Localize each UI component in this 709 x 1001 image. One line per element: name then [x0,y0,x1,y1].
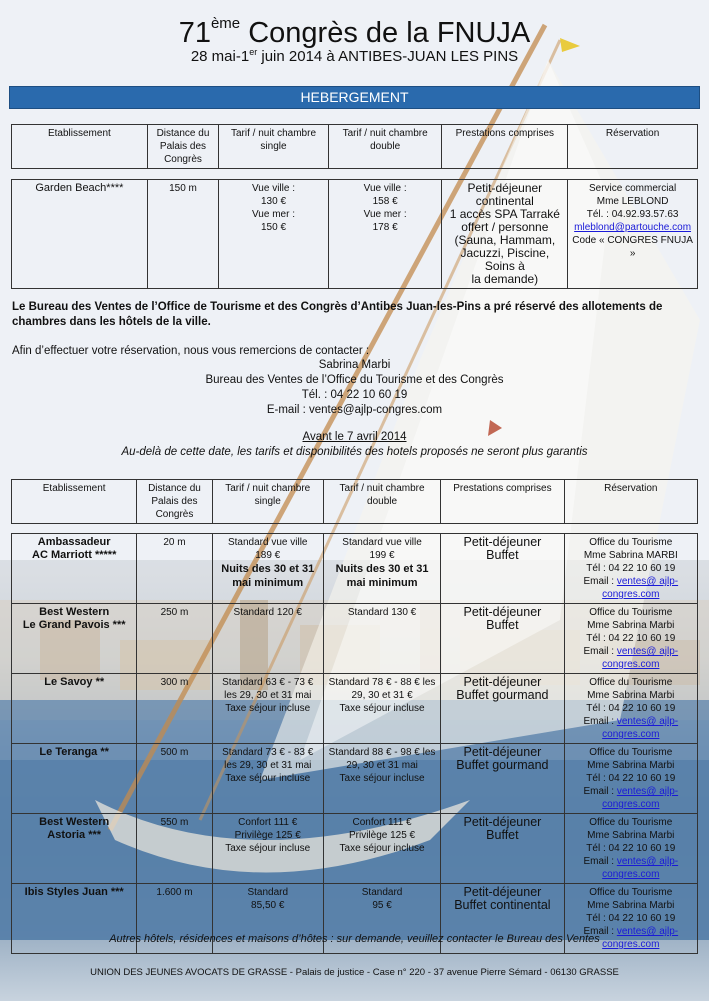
resa-line: Service commercial [588,183,677,194]
email-link[interactable]: ventes@ ajlp- [616,856,679,867]
single-rate [212,814,323,884]
rate-line: Taxe séjour incluse [339,703,425,714]
email-link[interactable]: ventes@ ajlp- [616,716,679,727]
subtitle-start: 28 mai-1 [190,48,250,65]
reservation [564,604,697,674]
hotel-name [12,604,137,674]
single-rate [212,674,323,744]
rate-line: Vue mer : [252,209,295,220]
single-rate [212,604,323,674]
presta-line: Petit-déjeuner [463,605,542,619]
rate-line: Nuits des 30 et 31 mai minimum [335,563,429,589]
header-distance: Distance du Palais des Congrès [147,125,218,169]
double-rate [323,604,440,674]
congress-dates [0,42,709,67]
resa-line: Office du Tourisme [589,817,673,828]
hotel-name [12,674,137,744]
rate-line: Privilège 125 € [348,830,416,841]
header-reservation: Réservation [568,125,698,169]
resa-contact: Mme Sabrina Marbi [587,620,675,631]
presta-line: offert / personne [461,220,549,234]
resa-contact: Mme Sabrina Marbi [587,830,675,841]
rate-line: Vue ville : [252,183,295,194]
email-label: Email : [583,926,617,937]
rate-line: Nuits des 30 et 31 mai minimum [221,563,315,589]
intro-paragraph: Le Bureau des Ventes de l’Office de Tourisme et des Congrès d’Antibes Juan-les-Pins a pré réservé des allotements de chambres dans les hôtels de la ville. [12,301,663,328]
hotel-name-line: Ambassadeur [37,536,111,548]
contact-intro: Afin d’effectuer votre réservation, nous vous remercions de contacter : [12,345,370,357]
resa-line: Mme LEBLOND [596,196,669,207]
rate-line: 85,50 € [251,900,285,911]
distance-text: 1.600 m [156,887,193,898]
resa-tel: Tél : 04 22 10 60 19 [586,843,676,854]
single-rate [219,180,329,289]
resa-line: Tél. : 04.92.93.57.63 [586,209,679,220]
presta-line: Buffet continental [454,898,551,912]
single-rate [212,744,323,814]
email-link-continued[interactable]: congres.com [602,659,660,670]
hotel-distance [137,534,212,604]
presta-line: Buffet [486,618,519,632]
contact-tel: Tél. : 04 22 10 60 19 [301,389,408,401]
table-row [12,534,698,604]
contact-org: Bureau des Ventes de l’Office du Tourisme et des Congrès [205,374,504,386]
hotel-distance [147,180,218,289]
header-single: Tarif / nuit chambre single [212,480,323,524]
prestations [441,604,564,674]
rate-line: Standard 73 € - 83 € [222,747,314,758]
resa-line: Office du Tourisme [589,607,673,618]
resa-contact: Mme Sabrina Marbi [587,760,675,771]
email-label: Email : [583,786,617,797]
distance-text: 550 m [160,817,189,828]
header-distance: Distance du Palais des Congrès [137,480,212,524]
double-rate [323,744,440,814]
deadline-note: Au-delà de cette date, les tarifs et disponibilités des hotels proposés ne seront plus garantis [121,446,588,458]
resa-line: Office du Tourisme [589,747,673,758]
rate-line: Taxe séjour incluse [339,773,425,784]
rate-line: Taxe séjour incluse [225,843,311,854]
rate-line: 130 € [260,196,287,207]
presta-line: Petit-déjeuner [463,675,542,689]
distance-text: 20 m [163,537,186,548]
hotel-name-line: Best Western [39,606,110,618]
email-link-continued[interactable]: congres.com [602,589,660,600]
presta-line: Buffet [486,548,519,562]
double-rate [323,534,440,604]
presta-line: Petit-déjeuner [463,885,542,899]
contact-name: Sabrina Marbi [318,359,391,371]
email-link-continued[interactable]: congres.com [602,869,660,880]
section-bar-hebergement: HEBERGEMENT [9,86,700,109]
presta-line: (Sauna, Hammam, [454,233,556,247]
table-row [12,814,698,884]
resa-tel: Tél : 04 22 10 60 19 [586,633,676,644]
presta-line: Buffet gourmand [456,758,549,772]
resa-contact: Mme Sabrina Marbi [587,900,675,911]
reservation [564,674,697,744]
prestations [441,534,564,604]
rate-line: Standard [247,887,289,898]
hotel-name [12,534,137,604]
presta-line: Buffet [486,828,519,842]
resa-line: Code « CONGRES FNUJA » [572,235,693,259]
header-reservation: Réservation [564,480,697,524]
rate-line: 158 € [372,196,398,207]
distance-text: 250 m [160,607,189,618]
email-label: Email : [583,646,617,657]
hotel-name [12,744,137,814]
rate-line: Standard vue ville [342,537,422,548]
rate-line: Confort 111 € [238,817,298,828]
rate-line: les 29, 30 et 31 mai [224,690,312,701]
hotel-name-line: Best Western [39,816,110,828]
resa-tel: Tél : 04 22 10 60 19 [586,913,676,924]
email-link-continued[interactable]: congres.com [602,729,660,740]
rate-line: Confort 111 € [352,817,412,828]
rate-line: 29, 30 et 31 € [351,690,413,701]
table-row [12,604,698,674]
distance-text: 300 m [160,677,189,688]
rate-line: Vue ville : [363,183,407,194]
rate-line: 150 € [260,222,287,233]
rate-line: Standard 130 € [347,607,417,618]
email-label: Email : [583,716,617,727]
rate-line: Taxe séjour incluse [225,773,311,784]
header-etablissement: Etablissement [12,125,148,169]
hotel-name-line: Le Teranga ** [39,746,109,758]
table-row [12,674,698,744]
deadline: Avant le 7 avril 2014 [302,431,407,443]
title-rest: Congrès de la FNUJA [240,17,531,49]
header-double: Tarif / nuit chambre double [323,480,440,524]
hotel-name [12,180,148,289]
header-single: Tarif / nuit chambre single [219,125,329,169]
table-row [12,744,698,814]
hotel-name-line: Le Savoy ** [44,676,105,688]
double-rate [323,814,440,884]
hotel-name [12,814,137,884]
prestations [441,814,564,884]
reservation [564,744,697,814]
hotel-distance [137,744,212,814]
title-number: 71 [178,17,211,49]
hotels-table [11,533,698,954]
hotel-name-text: Garden Beach**** [35,182,124,194]
rate-line: Standard vue ville [227,537,308,548]
hotel-distance [137,674,212,744]
hotel-name-line: Le Grand Pavois *** [22,619,126,631]
hotel-name-line: Ibis Styles Juan *** [24,886,124,898]
rate-line: les 29, 30 et 31 mai [224,760,312,771]
resa-line: Office du Tourisme [589,887,673,898]
email-link[interactable]: ventes@ ajlp- [616,786,679,797]
rate-line: 29, 30 et 31 mai [346,760,418,771]
contact-email: E-mail : ventes@ajlp-congres.com [266,404,443,416]
hotel-distance [137,814,212,884]
rate-line: 189 € [255,550,281,561]
email-link-continued[interactable]: congres.com [602,799,660,810]
presta-line: Petit-déjeuner [463,815,542,829]
presta-line: continental [475,194,534,208]
resa-line: Office du Tourisme [589,677,673,688]
presta-line: Petit-déjeuner [467,181,543,195]
hotel-name-line: AC Marriott ***** [32,549,117,561]
presta-line: Petit-déjeuner [463,535,542,549]
hotels-table-header [11,479,698,524]
reservation [568,180,698,289]
distance-text: 500 m [160,747,189,758]
double-rate [328,180,442,289]
resa-tel: Tél : 04 22 10 60 19 [586,703,676,714]
resa-line: Office du Tourisme [589,537,673,548]
email-label: Email : [583,856,617,867]
rate-line: Standard 88 € - 98 € les [328,747,436,758]
subtitle-superscript: er [249,47,258,57]
single-rate [212,534,323,604]
header-double: Tarif / nuit chambre double [328,125,442,169]
rate-line: Taxe séjour incluse [225,703,311,714]
email-link[interactable]: mleblond@partouche.com [574,222,692,233]
email-link-continued[interactable]: congres.com [602,939,660,950]
hotel-distance [137,604,212,674]
resa-contact: Mme Sabrina MARBI [583,550,678,561]
distance-text: 150 m [169,183,197,194]
presta-line: Buffet gourmand [456,688,549,702]
presta-line: Petit-déjeuner [463,745,542,759]
rate-line: Standard [361,887,403,898]
email-link[interactable]: ventes@ ajlp- [616,926,679,937]
presta-line: la demande) [471,272,539,286]
rate-line: Vue mer : [363,209,407,220]
email-label: Email : [583,576,617,587]
rate-line: Standard 63 € - 73 € [222,677,314,688]
garden-table [11,179,698,289]
table-row [12,180,698,289]
resa-tel: Tél : 04 22 10 60 19 [586,563,676,574]
reservation [564,814,697,884]
hotel-name-line: Astoria *** [47,829,102,841]
email-link[interactable]: ventes@ ajlp- [616,576,679,587]
rate-line: Taxe séjour incluse [339,843,425,854]
garden-table-header [11,124,698,169]
other-accommodations-note: Autres hôtels, résidences et maisons d’hôtes : sur demande, veuillez contacter le Bureau des Ventes [109,933,600,945]
presta-line: 1 accès SPA Tarraké [449,207,560,221]
title-superscript: ème [210,15,241,32]
header-prestations: Prestations comprises [442,125,568,169]
header-prestations: Prestations comprises [441,480,564,524]
double-rate [323,674,440,744]
rate-line: 178 € [372,222,398,233]
rate-line: Standard 78 € - 88 € les [328,677,436,688]
rate-line: 199 € [369,550,395,561]
prestations [442,180,568,289]
rate-line: Standard 120 € [233,607,302,618]
subtitle-rest: juin 2014 à ANTIBES-JUAN LES PINS [257,48,519,65]
rate-line: Privilège 125 € [234,830,301,841]
resa-contact: Mme Sabrina Marbi [587,690,675,701]
email-link[interactable]: ventes@ ajlp- [616,646,679,657]
prestations [441,744,564,814]
prestations [441,674,564,744]
footer-address: UNION DES JEUNES AVOCATS DE GRASSE - Palais de justice - Case n° 220 - 37 avenue Pierre Sémard - 06130 GRASSE [90,967,619,978]
presta-line: Jacuzzi, Piscine, Soins à [460,246,550,273]
rate-line: 95 € [372,900,392,911]
reservation [564,534,697,604]
resa-tel: Tél : 04 22 10 60 19 [586,773,676,784]
header-etablissement: Etablissement [12,480,137,524]
